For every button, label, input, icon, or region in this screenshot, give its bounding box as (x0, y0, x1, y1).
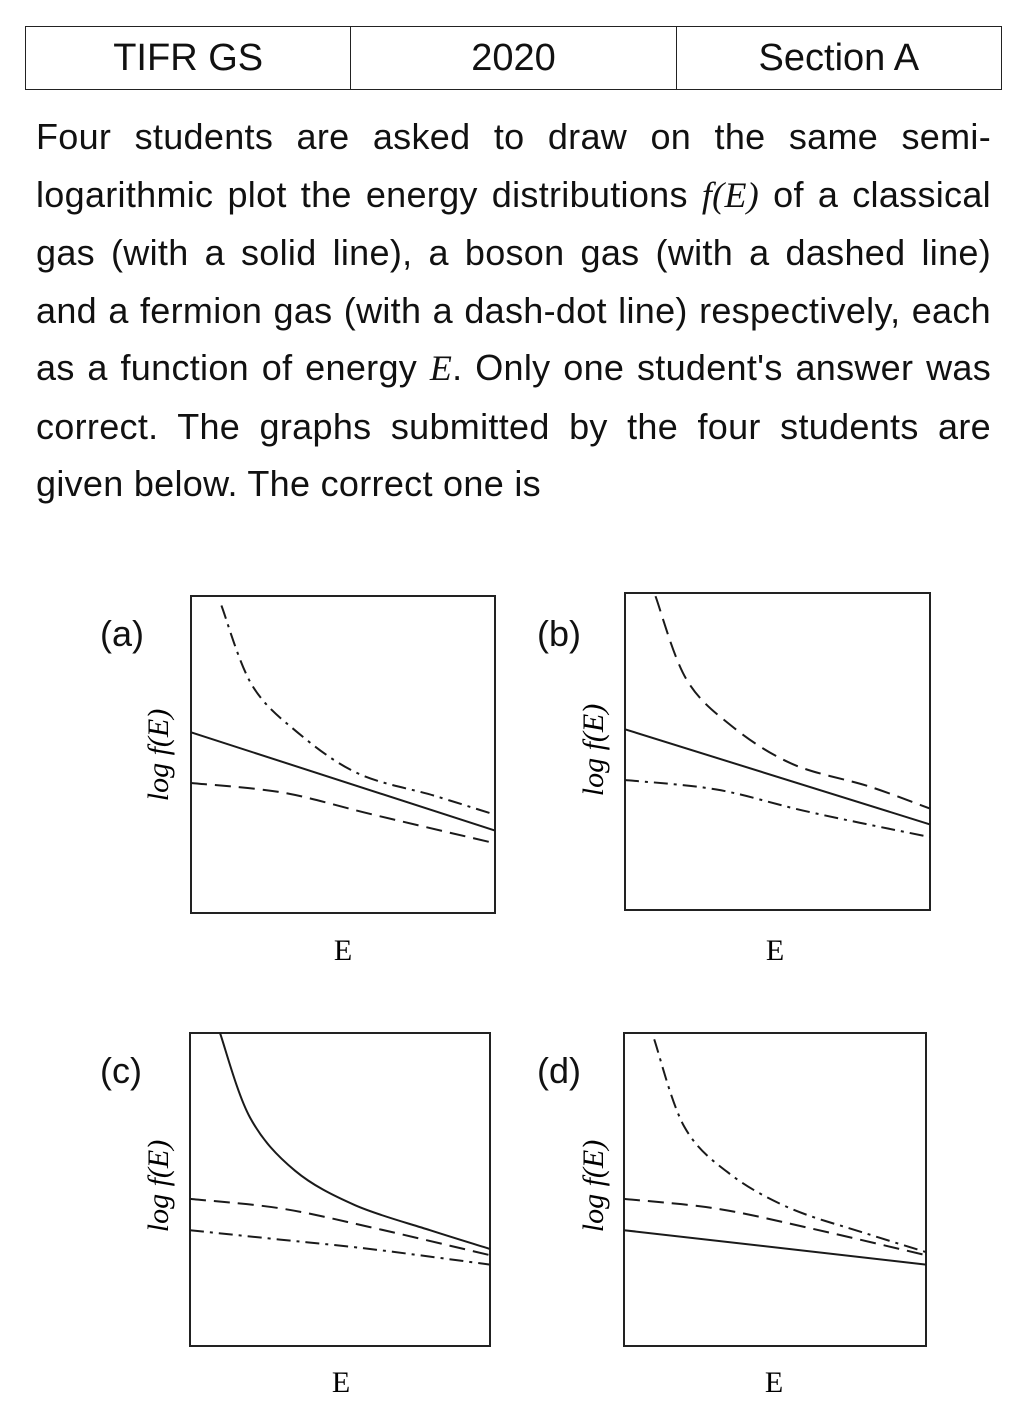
header-section: Section A (758, 36, 920, 79)
plot-a-dash-dot-curve (221, 606, 495, 815)
question-part1: Four students are asked to draw on the same semi-logarithmic plot the energy distributions (36, 116, 991, 215)
plot-b-dashed-curve (656, 596, 931, 808)
question-part2: of a classical gas (with a solid line), a boson gas (with a dashed line) and a fermion gas (with a dash-dot line) respectively, each as a function of energy (36, 173, 991, 388)
plot-d-solid-curve (624, 1230, 926, 1264)
plot-d-dash-dot-curve (654, 1039, 926, 1252)
math-E: E (429, 348, 453, 388)
plot-d-frame (624, 1033, 926, 1346)
plot-a-solid-curve (191, 732, 495, 830)
plot-d-ylabel: log f(E) (577, 1139, 610, 1233)
plot-a-ylabel: log f(E) (142, 708, 175, 802)
plot-b-dash-dot-curve (625, 780, 930, 837)
plot-a-dashed-curve (191, 783, 495, 843)
plot-a-frame (191, 596, 495, 913)
option-c-label: (c) (100, 1050, 142, 1091)
header-exam: TIFR GS (26, 27, 351, 89)
question-part3: . Only one student's answer was correct. The graphs submitted by the four students are given below. The correct one is (36, 347, 991, 504)
option-b-label: (b) (537, 613, 581, 654)
plot-b-solid-curve (625, 729, 930, 824)
plot-c-xlabel: E (331, 1366, 351, 1399)
plot-b-frame (625, 593, 930, 910)
option-a-label: (a) (100, 613, 144, 654)
plot-b-ylabel: log f(E) (577, 703, 610, 797)
option-d-label: (d) (537, 1050, 581, 1091)
header-year: 2020 (351, 27, 676, 89)
plot-c-ylabel: log f(E) (142, 1139, 175, 1233)
plot-d-xlabel: E (764, 1366, 784, 1399)
math-fE: f(E) (701, 174, 760, 215)
plot-a-xlabel: E (333, 934, 353, 967)
plot-c-solid-curve (220, 1033, 490, 1249)
plot-b-xlabel: E (765, 934, 785, 967)
plot-c-dashed-curve (190, 1199, 490, 1255)
